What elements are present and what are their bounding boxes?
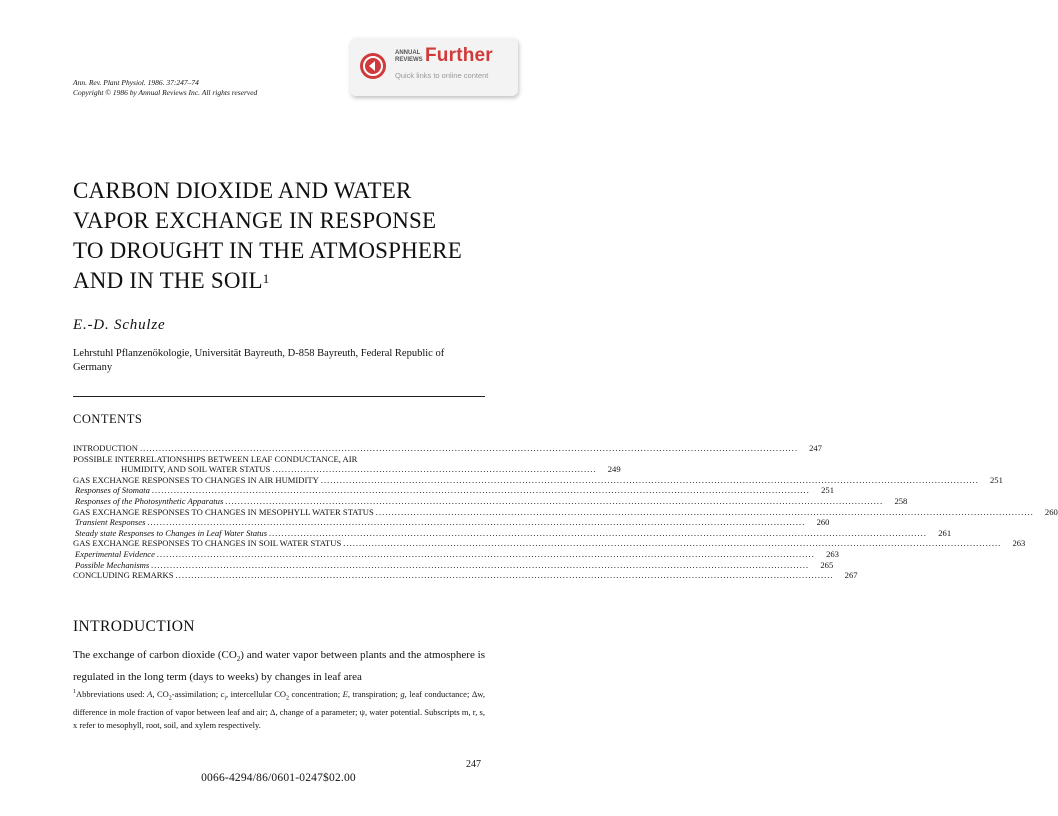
- body-paragraph: The exchange of carbon dioxide $(CO_2)$ and water vapor between plants and the atmosphere is regulated in the long term (days to weeks) by changes in leaf area: [73, 649, 485, 684]
- contents-heading: CONTENTS: [73, 412, 143, 426]
- footnote: $^1$Abbreviations used: A, $CO_2$-assimilation; $c_i$, intercellular $CO_2$ concentration; E, transpiration; g, leaf conductance; Δw, difference in mole fraction of vapor between leaf and air; Δ, change of a parameter; ψ, water potential. Subscripts m, r, s, x refer to mesophyll, root, soil, and xylem respectively.: [73, 688, 485, 730]
- divider: [73, 396, 485, 397]
- author: E.-D. Schulze: [73, 317, 166, 333]
- toc-item[interactable]: GAS EXCHANGE RESPONSES TO CHANGES IN AIR HUMIDITY ..... 251: [73, 475, 485, 486]
- badge-subtitle: Quick links to online content: [395, 71, 489, 80]
- journal-line-2: Copyright © 1986 by Annual Reviews Inc. All rights reserved: [73, 88, 258, 97]
- toc-item[interactable]: POSSIBLE INTERRELATIONSHIPS BETWEEN LEAF CONDUCTANCE, AIR HUMIDITY, AND SOIL WATER STATUS ....................................................................................................... 249: [73, 453, 621, 475]
- toc-item[interactable]: GAS EXCHANGE RESPONSES TO CHANGES IN SOIL WATER STATUS ..... 263: [73, 538, 485, 549]
- badge-further: Further: [425, 45, 493, 66]
- toc-item[interactable]: Experimental Evidence ..... 263: [73, 549, 485, 560]
- title-footnote-mark: 1: [262, 271, 270, 286]
- arrow-left-icon: [360, 53, 386, 79]
- toc-item[interactable]: INTRODUCTION ..... 247: [73, 443, 485, 454]
- page-number: 247: [466, 759, 481, 770]
- badge-brand: ANNUAL REVIEWS: [395, 50, 423, 63]
- article-title: CARBON DIOXIDE AND WATER VAPOR EXCHANGE IN RESPONSE TO DROUGHT IN THE ATMOSPHERE AND IN THE SOIL$^1$: [73, 178, 462, 293]
- toc-item[interactable]: Steady state Responses to Changes in Leaf Water Status ..... 261: [73, 528, 485, 539]
- toc-item[interactable]: Responses of the Photosynthetic Apparatus ..... 258: [73, 496, 485, 507]
- toc-item[interactable]: CONCLUDING REMARKS ..... 267: [73, 570, 485, 581]
- journal-citation: [73, 78, 257, 98]
- toc-item[interactable]: GAS EXCHANGE RESPONSES TO CHANGES IN MESOPHYLL WATER STATUS ..... 260: [73, 507, 485, 518]
- journal-line-1: Ann. Rev. Plant Physiol. 1986. 37:247–74: [73, 78, 199, 87]
- toc-item[interactable]: Transient Responses ..... 260: [73, 517, 485, 528]
- affiliation: Lehrstuhl Pflanzenökologie, Universität Bayreuth, D-858 Bayreuth, Federal Republic of Germany: [73, 348, 445, 373]
- article-code: 0066-4294/86/0601-0247$02.00: [201, 772, 356, 784]
- annual-reviews-further-badge[interactable]: [350, 38, 518, 96]
- toc-item[interactable]: Responses of Stomata ..... 251: [73, 485, 485, 496]
- toc-item[interactable]: Possible Mechanisms ..... 265: [73, 560, 485, 571]
- table-of-contents: [73, 443, 1058, 581]
- section-heading: INTRODUCTION: [73, 618, 195, 635]
